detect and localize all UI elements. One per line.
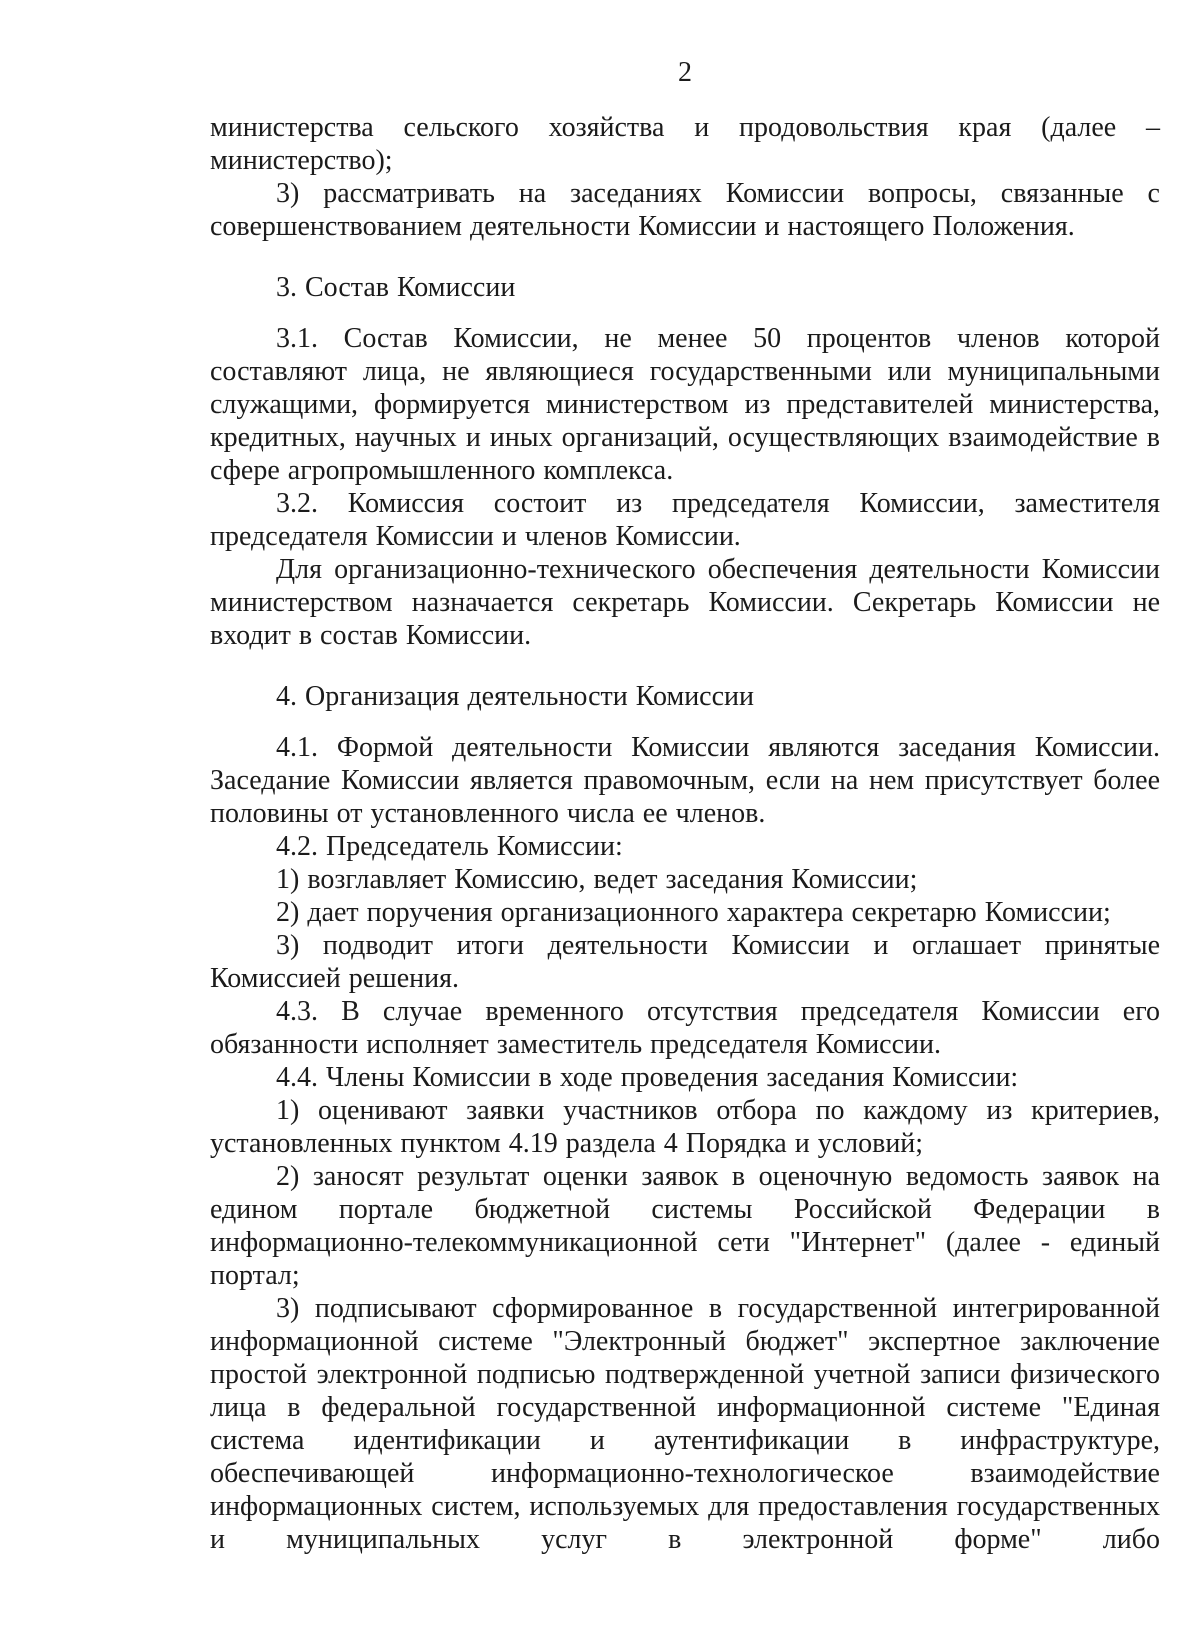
- paragraph: 3) подписывают сформированное в государственной интегрированной информационной системе "Электронный бюджет" экспертное заключение простой электронной подписью подтвержденной учетной записи физического лица в федеральной государственной информационной системе "Единая система идентификации и аутентификации в инфраструктуре, обеспечивающей информационно-технологическое взаимодействие информационных систем, используемых для предоставления государственных и муниципальных услуг в электронной форме" либо: [210, 1293, 1160, 1555]
- paragraph: 3) подводит итоги деятельности Комиссии и оглашает принятые Комиссией решения.: [210, 930, 1160, 994]
- paragraph: 4.1. Формой деятельности Комиссии являются заседания Комиссии. Заседание Комиссии является правомочным, если на нем присутствует более половины от установленного числа ее членов.: [210, 732, 1160, 829]
- section-heading: 3. Состав Комиссии: [276, 272, 516, 303]
- paragraph: 3) рассматривать на заседаниях Комиссии вопросы, связанные с совершенствованием деятельности Комиссии и настоящего Положения.: [210, 178, 1160, 242]
- paragraph: 1) оценивают заявки участников отбора по каждому из критериев, установленных пунктом 4.19 раздела 4 Порядка и условий;: [210, 1095, 1160, 1159]
- paragraph: Для организационно-технического обеспечения деятельности Комиссии министерством назначается секретарь Комиссии. Секретарь Комиссии не входит в состав Комиссии.: [210, 554, 1160, 651]
- document-body: [210, 111, 1160, 1556]
- paragraph: 2) заносят результат оценки заявок в оценочную ведомость заявок на едином портале бюджетной системы Российской Федерации в информационно-телекоммуникационной сети "Интернет" (далее - единый портал;: [210, 1161, 1160, 1291]
- paragraph: 1) возглавляет Комиссию, ведет заседания Комиссии;: [276, 864, 918, 895]
- page-number: 2: [678, 57, 692, 88]
- paragraph: 4.2. Председатель Комиссии:: [276, 831, 623, 862]
- paragraph: 4.4. Члены Комиссии в ходе проведения заседания Комиссии:: [276, 1062, 1019, 1093]
- section-heading: 4. Организация деятельности Комиссии: [276, 681, 755, 712]
- paragraph: 4.3. В случае временного отсутствия председателя Комиссии его обязанности исполняет заместитель председателя Комиссии.: [210, 996, 1160, 1060]
- paragraph: 3.1. Состав Комиссии, не менее 50 процентов членов которой составляют лица, не являющиеся государственными или муниципальными служащими, формируется министерством из представителей министерства, кредитных, научных и иных организаций, осуществляющих взаимодействие в сфере агропромышленного комплекса.: [210, 323, 1160, 486]
- paragraph: 2) дает поручения организационного характера секретарю Комиссии;: [276, 897, 1111, 928]
- paragraph: 3.2. Комиссия состоит из председателя Комиссии, заместителя председателя Комиссии и членов Комиссии.: [210, 488, 1160, 552]
- paragraph: министерства сельского хозяйства и продовольствия края (далее – министерство);: [210, 112, 1160, 176]
